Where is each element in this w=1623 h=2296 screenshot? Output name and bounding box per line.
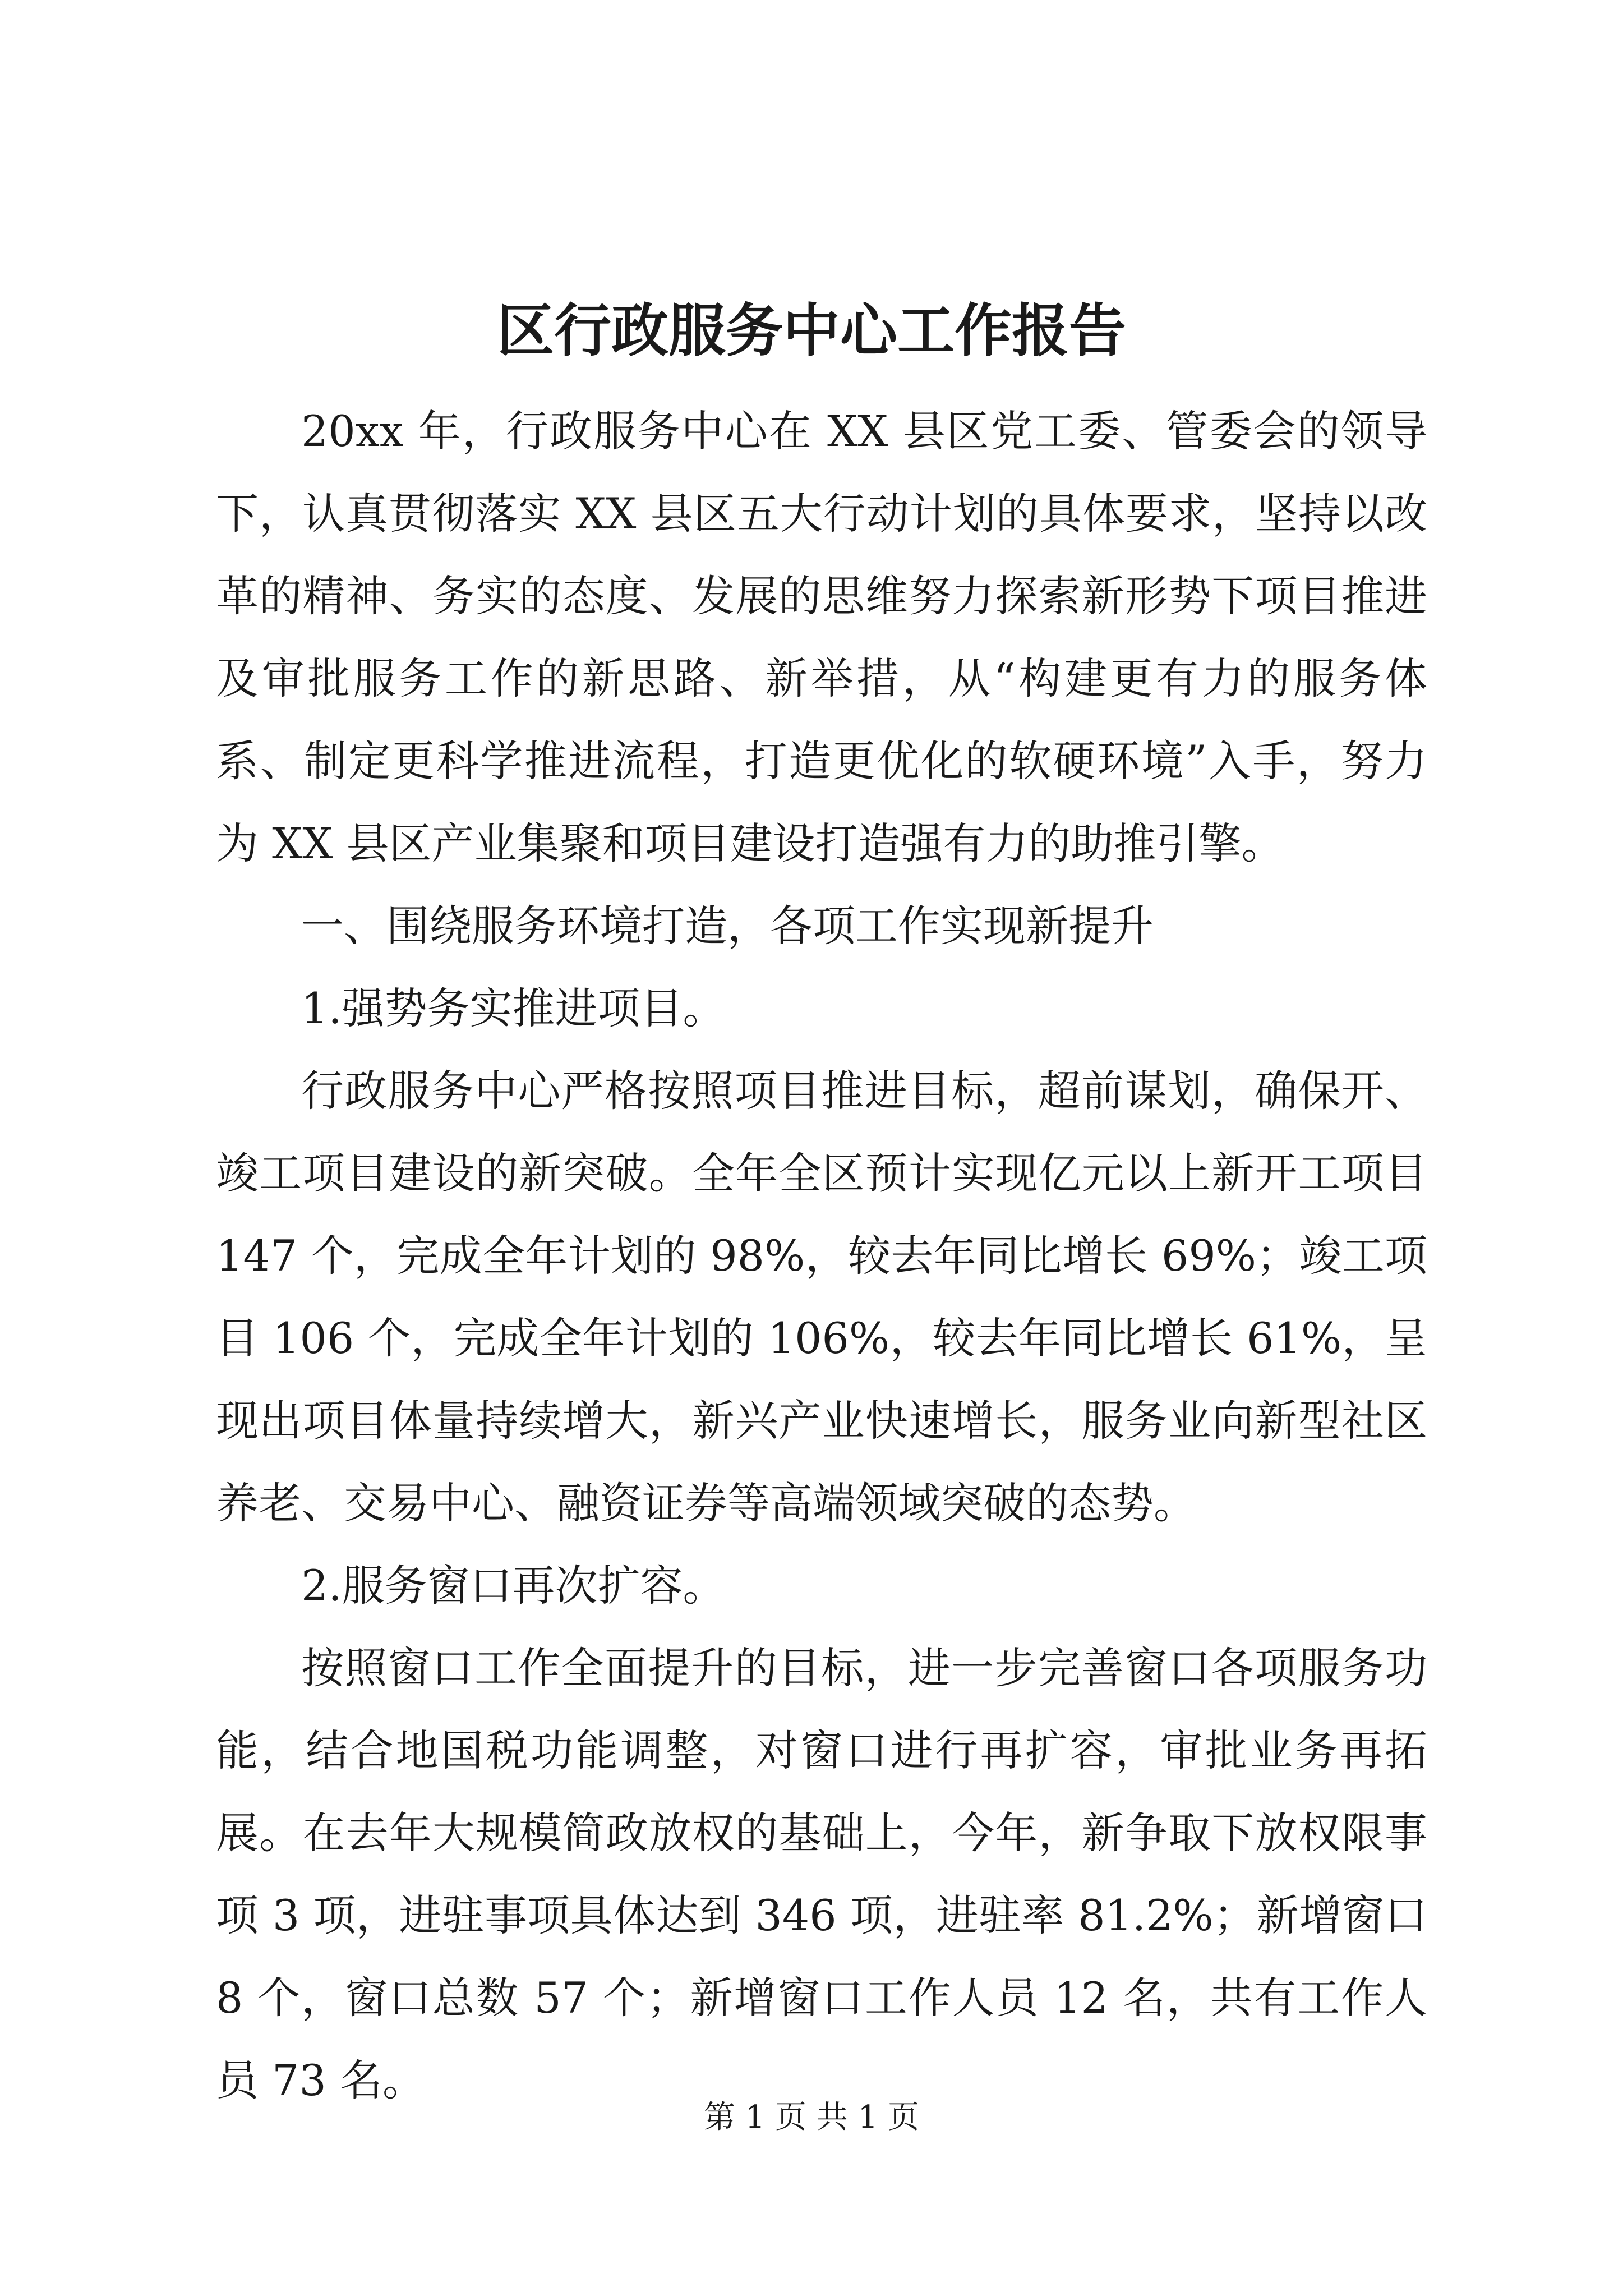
- page-footer: 第 1 页 共 1 页: [703, 2099, 920, 2136]
- project-paragraph: 行政服务中心严格按照项目推进目标，超前谋划，确保开、竣工项目建设的新突破。全年全区预计实现亿元以上新开工项目 147 个，完成全年计划的 98%，较去年同比增长 69%；竣工项目 106 个，完成全年计划的 106%，较去年同比增长 61%，呈现出项目体量持续增大，新兴产业快速增长，服务业向新型社区养老、交易中心、融资证券等高端领域突破的态势。: [216, 1066, 1427, 1528]
- window-paragraph: 按照窗口工作全面提升的目标，进一步完善窗口各项服务功能，结合地国税功能调整，对窗口进行再扩容，审批业务再拓展。在去年大规模简政放权的基础上，今年，新争取下放权限事项 3 项，进驻事项具体达到 346 项，进驻率 81.2%；新增窗口 8 个，窗口总数 57 个；新增窗口工作人员 12 名，共有工作人员 73 名。: [216, 1643, 1427, 2105]
- intro-paragraph: 20xx 年，行政服务中心在 XX 县区党工委、管委会的领导下，认真贯彻落实 XX 县区五大行动计划的具体要求，坚持以改革的精神、务实的态度、发展的思维努力探索新形势下项目推进及审批服务工作的新思路、新举措，从“构建更有力的服务体系、制定更科学推进流程，打造更优化的软硬环境”入手，努力为 XX 县区产业集聚和项目建设打造强有力的助推引擎。: [216, 406, 1427, 868]
- subsection-heading-2: 2.服务窗口再次扩容。: [301, 1561, 726, 1611]
- document-title: 区行政服务中心工作报告: [497, 297, 1126, 365]
- subsection-heading-1: 1.强势务实推进项目。: [301, 983, 726, 1033]
- document-body: [216, 390, 1427, 2122]
- section-heading-1: 一、围绕服务环境打造，各项工作实现新提升: [301, 901, 1154, 951]
